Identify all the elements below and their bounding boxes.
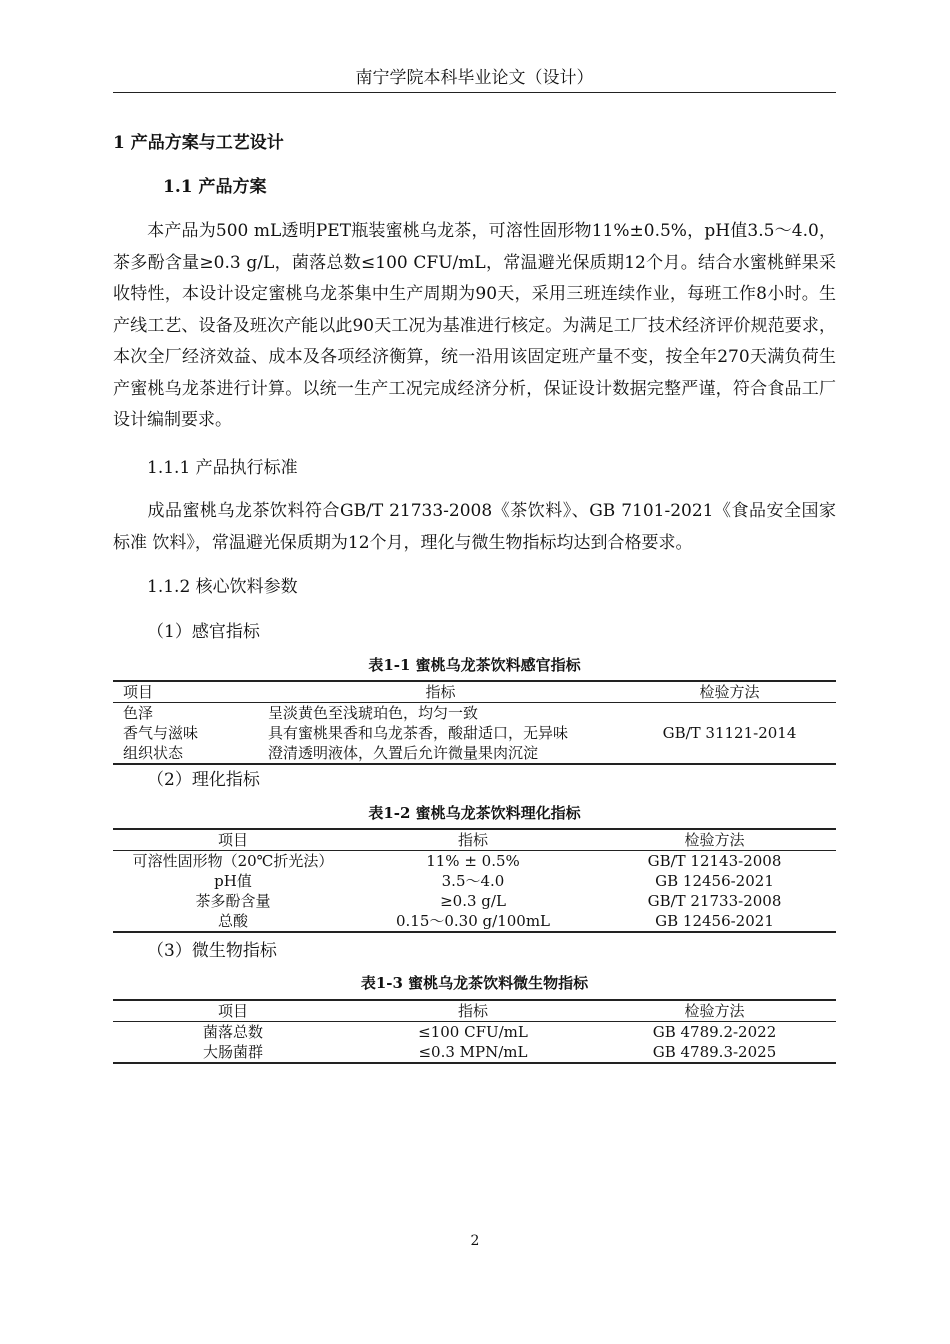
table1-caption: 表1-1 蜜桃乌龙茶饮料感官指标 <box>368 656 581 674</box>
table-row <box>113 1042 836 1063</box>
table1-cell: 呈淡黄色至浅琥珀色，均匀一致 <box>268 704 479 722</box>
table-row <box>113 851 836 872</box>
table1-cell: 具有蜜桃果香和乌龙茶香，酸甜适口，无异味 <box>268 724 569 742</box>
table2-cell: pH值 <box>214 872 252 890</box>
table1-cell: 香气与滋味 <box>123 724 199 742</box>
table1-cell: 组织状态 <box>123 744 184 762</box>
table3-header-item: 项目 <box>113 1000 353 1022</box>
table2-caption: 表1-2 蜜桃乌龙茶饮料理化指标 <box>368 804 581 822</box>
table3-cell: ≤100 CFU/mL <box>418 1023 528 1041</box>
table1-cell: 澄清透明液体，久置后允许微量果肉沉淀 <box>268 744 539 762</box>
table3-caption: 表1-3 蜜桃乌龙茶饮料微生物指标 <box>360 974 589 992</box>
subsection-heading: 1.1 产品方案 <box>163 177 267 197</box>
table2-cell: 茶多酚含量 <box>195 892 271 910</box>
table2-cell: 0.15～0.30 g/100mL <box>395 912 551 930</box>
table1-header-indicator: 指标 <box>258 681 623 703</box>
product-paragraph-text: 本产品为500 mL透明PET瓶装蜜桃乌龙茶，可溶性固形物11%±0.5%，pH值3.5～4.0，茶多酚含量≥0.3 g/L，菌落总数≤100 CFU/mL，常温避光保质期12个月。结合水蜜桃鲜果采收特性，本设计设定蜜桃乌龙茶集中生产周期为90天，采用三班连续作业，每班工作8小时。生产线工艺、设备及班次产能以此90天工况为基准进行核定。为满足工厂技术经济评价规范要求，本次全厂经济效益、成本及各项经济衡算，统一沿用该固定班产量不变，按全年270天满负荷生产蜜桃乌龙茶进行计算。以统一生产工况完成经济分析，保证设计数据完整严谨，符合食品工厂设计编制要求。 <box>113 221 836 430</box>
table-row <box>113 891 836 911</box>
table1-header-item: 项目 <box>113 681 258 703</box>
table2-cell: GB 12456-2021 <box>655 912 774 930</box>
table-row <box>113 703 836 724</box>
table2-cell: 3.5～4.0 <box>441 872 505 890</box>
standard-paragraph-text: 成品蜜桃乌龙茶饮料符合GB/T 21733-2008《茶饮料》、GB 7101-2021《食品安全国家标准 饮料》，常温避光保质期为12个月，理化与微生物指标均达到合格要求。 <box>113 501 836 553</box>
table-row <box>113 911 836 932</box>
table2-header-indicator: 指标 <box>353 829 593 851</box>
page-header: 南宁学院本科毕业论文（设计） <box>113 66 836 93</box>
table1-method: GB/T 31121-2014 <box>662 724 797 742</box>
table3-cell: ≤0.3 MPN/mL <box>418 1043 528 1061</box>
product-paragraph <box>113 216 836 437</box>
table2-cell: GB/T 21733-2008 <box>647 892 782 910</box>
table1-cell: 色泽 <box>123 704 154 722</box>
table-row <box>113 1022 836 1043</box>
table3-header-method: 检验方法 <box>593 1000 836 1022</box>
table3-cell: 菌落总数 <box>202 1023 263 1041</box>
micro-table <box>113 999 836 1064</box>
physchem-table <box>113 828 836 933</box>
table2-header-item: 项目 <box>113 829 353 851</box>
page-number: 2 <box>470 1233 480 1249</box>
table-row <box>113 871 836 891</box>
section-heading: 1 产品方案与工艺设计 <box>113 133 284 153</box>
table3-cell: 大肠菌群 <box>202 1043 263 1061</box>
table2-cell: 可溶性固形物（20℃折光法） <box>132 852 334 870</box>
table2-cell: 总酸 <box>217 912 248 930</box>
physchem-subheading: （2）理化指标 <box>147 770 260 790</box>
sensory-table <box>113 680 836 765</box>
table3-cell: GB 4789.2-2022 <box>652 1023 777 1041</box>
micro-subheading: （3）微生物指标 <box>147 941 277 961</box>
table3-cell: GB 4789.3-2025 <box>652 1043 777 1061</box>
sensory-subheading: （1）感官指标 <box>147 622 260 642</box>
standard-paragraph <box>113 496 836 559</box>
standard-heading: 1.1.1 产品执行标准 <box>147 458 298 478</box>
table1-header-method: 检验方法 <box>623 681 836 703</box>
parameters-heading: 1.1.2 核心饮料参数 <box>147 577 298 597</box>
table2-cell: 11% ± 0.5% <box>426 852 520 870</box>
table3-header-indicator: 指标 <box>353 1000 593 1022</box>
table2-cell: GB/T 12143-2008 <box>647 852 782 870</box>
table2-cell: ≥0.3 g/L <box>440 892 506 910</box>
table2-cell: GB 12456-2021 <box>655 872 774 890</box>
table2-header-method: 检验方法 <box>593 829 836 851</box>
